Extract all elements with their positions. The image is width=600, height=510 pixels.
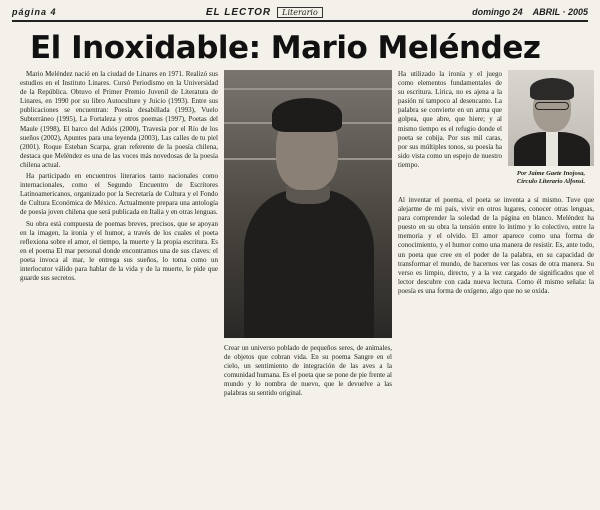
article-body: [12, 70, 594, 510]
masthead: [206, 7, 323, 18]
issue-month: ABRIL · 2005: [532, 7, 588, 17]
left-paragraph: Su obra está compuesta de poemas breves, precisos, que se apoyan en la imagen, la ironía y el humor, a través de los cuales el poeta reflexiona sobre el amor, el tiempo, la muerte y la propia escritura. Es en el poema El mar personal donde encontramos una de sus claves: el poeta invoca al mar, le entrega sus sueños, lo toma como un interlocutor válido para hablar de la vida y de la muerte, le pide que guarde sus secretos.: [20, 219, 218, 283]
left-paragraph: Mario Meléndez nació en la ciudad de Linares en 1971. Realizó sus estudios en el Instituto Linares. Cursó Periodismo en la Universidad de la República. Obtuvo el Primer Premio Juvenil de Literatura de Linares, en 1990 por su libro Autoculture y Juicio (1993). Entre sus publicaciones se encuentran: Poesía desabillada (1993), Vuelo Subterráneo (1995), La Fortaleza y otros poemas (1997), Poetas del Maule (1998), El barco del Adiós (2000), Travesía por el Río de los sueños (2002), Apuntes para una leyenda (2003), Las calles de tu piel (2001). Roque Esteban Scarpa, gran referente de la poesía chilena, destaca que Meléndez es una de las voces más novedosas de la poesía chilena actual.: [20, 70, 218, 169]
author-photo: [224, 70, 392, 338]
masthead-logo: Literario: [277, 7, 323, 18]
columnist-caption: Por Jaime Gaete Inojosa, Círculo Literario Alfonsi.: [516, 170, 586, 185]
right-column: Al inventar el poema, el poeta se inventa a sí mismo. Tuve que alejarme de mi país, vivir en otros lugares, conocer otras lenguas, para comprender la soledad de la página en blanco. Meléndez ha puesto en su obra la tensión entre lo íntimo y lo colectivo, entre la memoria y el olvido. El amor aparece como una forma de conocimiento, y el humor como una manera de resistir. Es, ante todo, un poeta que cree en el poder de la palabra, en su capacidad de transformar el mundo, de hacernos ver las cosas de otra manera. Su verso es limpio, directo, y a la vez cargado de significados que el lector descubre con cada nueva lectura. Como él mismo señala: la poesía es una forma de oxígeno, algo que no se oxida.: [398, 196, 594, 295]
issue-date: [472, 7, 588, 17]
page-label: página 4: [12, 7, 57, 17]
masthead-title: EL LECTOR: [205, 6, 272, 18]
left-column: [20, 70, 218, 285]
page-header: [12, 4, 588, 22]
middle-column: Ha utilizado la ironía y el juego como elementos fundamentales de su escritura. Lírica, no es ajena a la pasión ni tampoco al desencanto. La palabra se convierte en un arma que golpea, que abre, que hiere; y al mismo tiempo es el refugio donde el poeta se cobija. Por sus mil caras, por sus múltiples tonos, su poesía ha sido vista como un espejo de nuestro tiempo.: [398, 70, 502, 169]
columnist-photo: [508, 70, 594, 166]
issue-day: domingo 24: [472, 7, 523, 17]
article-headline: El Inoxidable: Mario Meléndez: [30, 30, 541, 66]
under-photo-column: Crear un universo poblado de pequeños seres, de animales, de objetos que cobran vida. En su poema Sangre en el cielo, un sentimiento de integración de las aves a la comunidad humana. Es el poeta que se pone de pie frente al mundo y lo nombra de nuevo, que le devuelve a las palabras su sentido original.: [224, 344, 392, 398]
left-paragraph: Ha participado en encuentros literarios tanto nacionales como internacionales, como el Segundo Encuentro de Escritores Latinoamericanos, organizado por la Secretaría de Cultura y el Fondo de Cultura Económica de México. Actualmente prepara una antología de poesía joven chilena que será publicada en Italia y en otras lenguas.: [20, 172, 218, 217]
